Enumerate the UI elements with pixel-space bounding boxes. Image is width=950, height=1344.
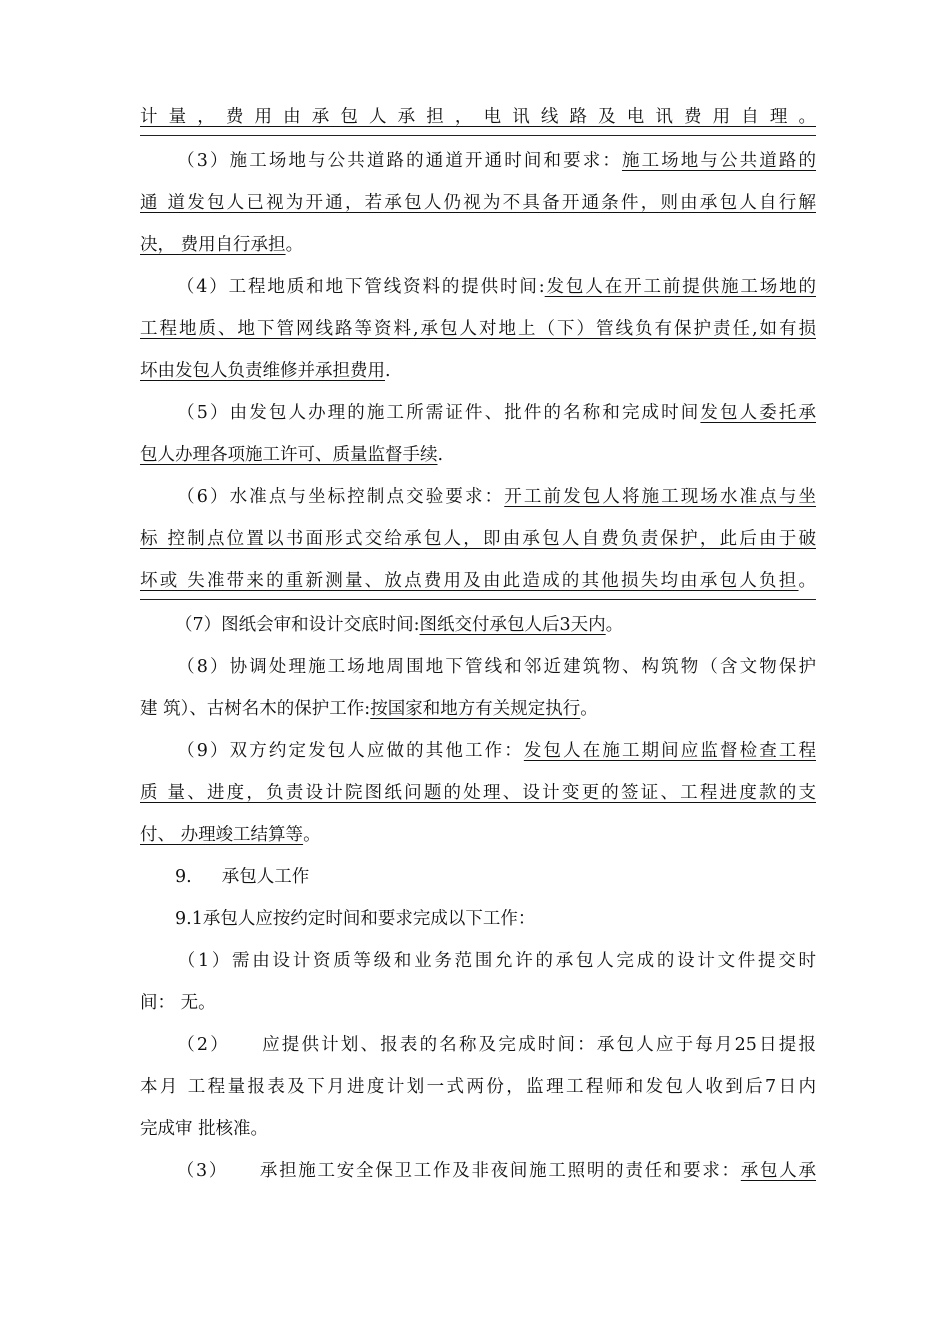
text-line: 本月 工程量报表及下月进度计划一式两份，监理工程师和发包人收到后7日内: [140, 1077, 816, 1097]
text-line: 完成审 批核准。: [140, 1119, 269, 1139]
text-line: 工程地质、地下管网线路等资料,承包人对地上（下）管线负有保护责任,如有损: [140, 319, 816, 339]
underlined-text: 计量，费用由承包人承担，电讯线路及电讯费用自理。: [140, 107, 816, 127]
paragraph-security-lighting: （3） 承担施工安全保卫工作及非夜间施工照明的责任和要求：承包人承: [175, 1161, 817, 1181]
text-line: 质 量、进度，负责设计院图纸问题的处理、设计变更的签证、工程进度款的支: [140, 783, 816, 803]
text-line: 建 筑）、古树名木的保护工作:按国家和地方有关规定执行。: [140, 699, 598, 719]
text-line: 间： 无。: [140, 993, 216, 1013]
text-line: 坏或 失准带来的重新测量、放点费用及由此造成的其他损失均由承包人负担。: [140, 571, 816, 591]
text-line: 标 控制点位置以书面形式交给承包人，即由承包人自费负责保护，此后由于破: [140, 529, 816, 549]
text-line: （4）工程地质和地下管线资料的提供时间:发包人在开工前提供施工场地的: [175, 277, 817, 297]
text-line: 决， 费用自行承担。: [140, 235, 304, 255]
text-line: 通 道发包人已视为开通，若承包人仍视为不具备开通条件，则由承包人自行解: [140, 193, 816, 213]
text-line: （6）水准点与坐标控制点交验要求：开工前发包人将施工现场水准点与坐: [175, 487, 817, 507]
text-line: （5）由发包人办理的施工所需证件、批件的名称和完成时间发包人委托承: [175, 403, 817, 423]
text-line: （9）双方约定发包人应做的其他工作：发包人在施工期间应监督检查工程: [175, 741, 816, 761]
text-line: 包人办理各项施工许可、质量监督手续.: [140, 445, 444, 465]
text-line: （1）需由设计资质等级和业务范围允许的承包人完成的设计文件提交时: [175, 951, 816, 971]
subsection-9-1: 9.1承包人应按约定时间和要求完成以下工作：: [175, 909, 536, 929]
underline-rule: [140, 599, 816, 600]
section-heading-contractor-work: 9. 承包人工作: [175, 867, 310, 887]
text-line: （2） 应提供计划、报表的名称及完成时间：承包人应于每月25日提报: [175, 1035, 816, 1055]
text-line: （3）施工场地与公共道路的通道开通时间和要求：施工场地与公共道路的: [175, 151, 817, 171]
text-line: 付、 办理竣工结算等。: [140, 825, 321, 845]
paragraph-utilities-end: [140, 96, 816, 138]
paragraph-drawing-review: （7）图纸会审和设计交底时间:图纸交付承包人后3天内。: [175, 615, 624, 635]
text-line: 坏由发包人负责维修并承担费用.: [140, 361, 391, 381]
underline-rule: [140, 135, 816, 136]
text-line: （8）协调处理施工场地周围地下管线和邻近建筑物、构筑物（含文物保护: [175, 657, 816, 677]
